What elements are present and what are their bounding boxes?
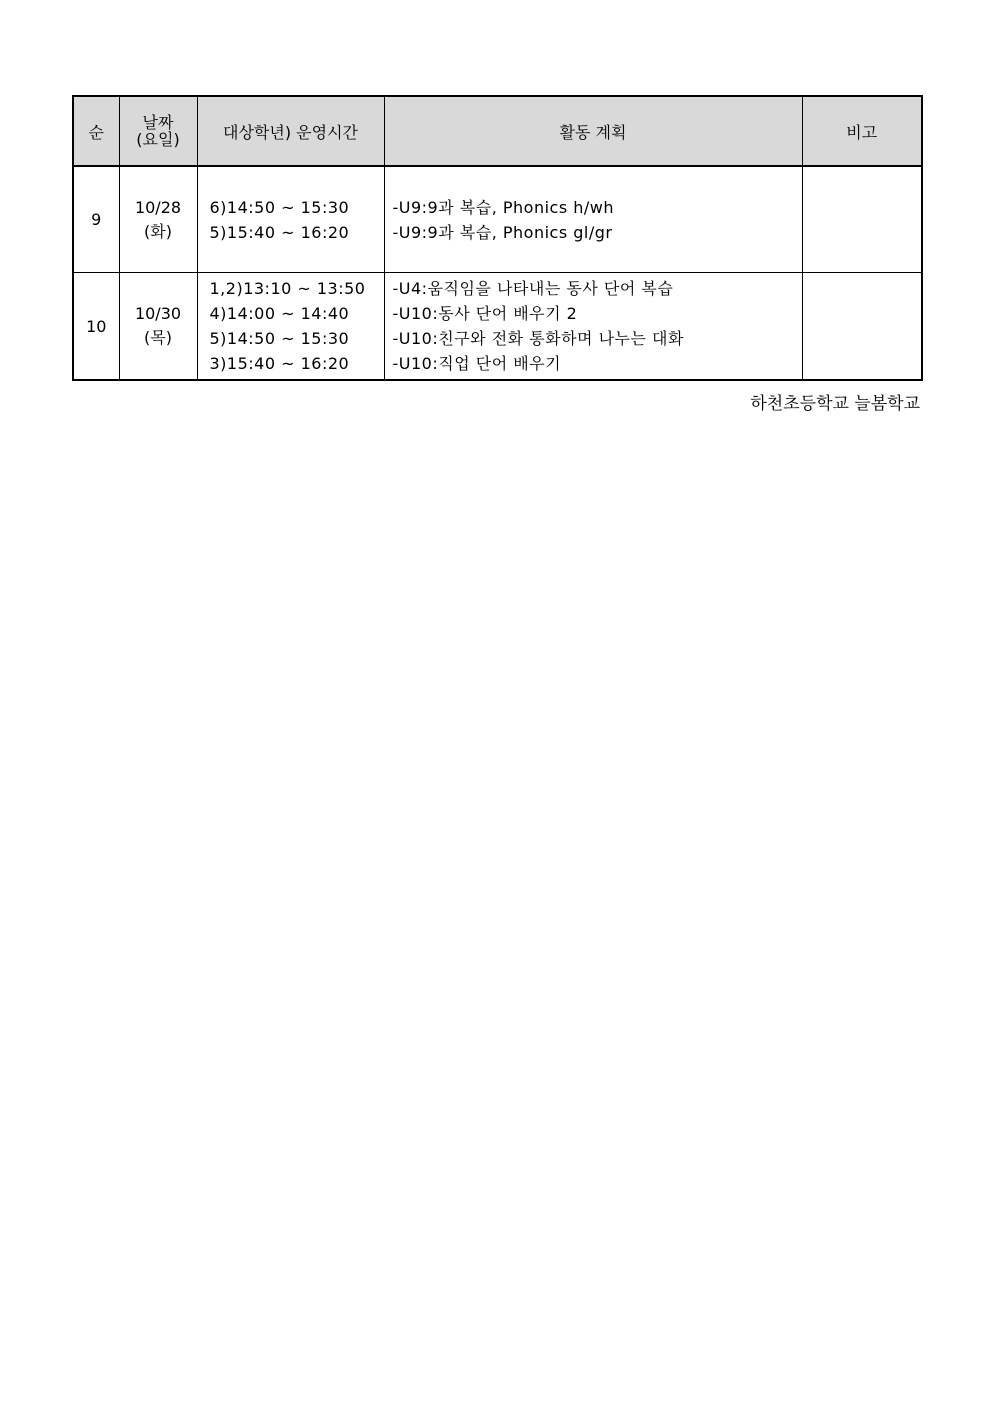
plan-item: -U9:9과 복습, Phonics gl/gr — [392, 222, 613, 242]
row-note — [802, 273, 922, 381]
row-number: 9 — [73, 166, 119, 273]
row-plans — [384, 273, 802, 381]
day-value: (목) — [144, 328, 172, 347]
row-times — [197, 273, 384, 381]
row-date — [119, 273, 197, 381]
row-note — [802, 166, 922, 273]
header-plan: 활동 계획 — [384, 96, 802, 166]
date-value: 10/30 — [134, 304, 182, 323]
header-date — [119, 96, 197, 166]
row-number: 10 — [73, 273, 119, 381]
header-day-label: (요일) — [136, 130, 180, 149]
row-times — [197, 166, 384, 273]
time-slot: 6)14:50 ~ 15:30 — [209, 197, 350, 217]
plan-item: -U10:동사 단어 배우기 2 — [392, 304, 578, 323]
schedule-table — [72, 95, 923, 381]
day-value: (화) — [144, 221, 172, 241]
header-row — [73, 96, 922, 166]
row-date — [119, 166, 197, 273]
plan-item: -U4:움직임을 나타내는 동사 단어 복습 — [392, 279, 674, 298]
table-row — [73, 273, 922, 381]
table-header — [73, 96, 922, 166]
time-slot: 1,2)13:10 ~ 13:50 — [209, 279, 366, 298]
school-name-footer: 하천초등학교 늘봄학교 — [750, 394, 920, 414]
plan-item: -U10:친구와 전화 통화하며 나누는 대화 — [392, 329, 684, 348]
plan-item: -U9:9과 복습, Phonics h/wh — [392, 197, 615, 217]
time-slot: 5)15:40 ~ 16:20 — [209, 222, 350, 242]
header-note: 비고 — [802, 96, 922, 166]
row-plans — [384, 166, 802, 273]
time-slot: 4)14:00 ~ 14:40 — [209, 304, 350, 323]
header-no: 순 — [73, 96, 119, 166]
time-slot: 3)15:40 ~ 16:20 — [209, 354, 350, 373]
table-row — [73, 166, 922, 273]
date-value: 10/28 — [134, 197, 182, 217]
header-time: 대상학년) 운영시간 — [197, 96, 384, 166]
table-body — [73, 166, 922, 380]
time-slot: 5)14:50 ~ 15:30 — [209, 329, 350, 348]
plan-item: -U10:직업 단어 배우기 — [392, 354, 562, 373]
header-date-label: 날짜 — [142, 113, 174, 132]
